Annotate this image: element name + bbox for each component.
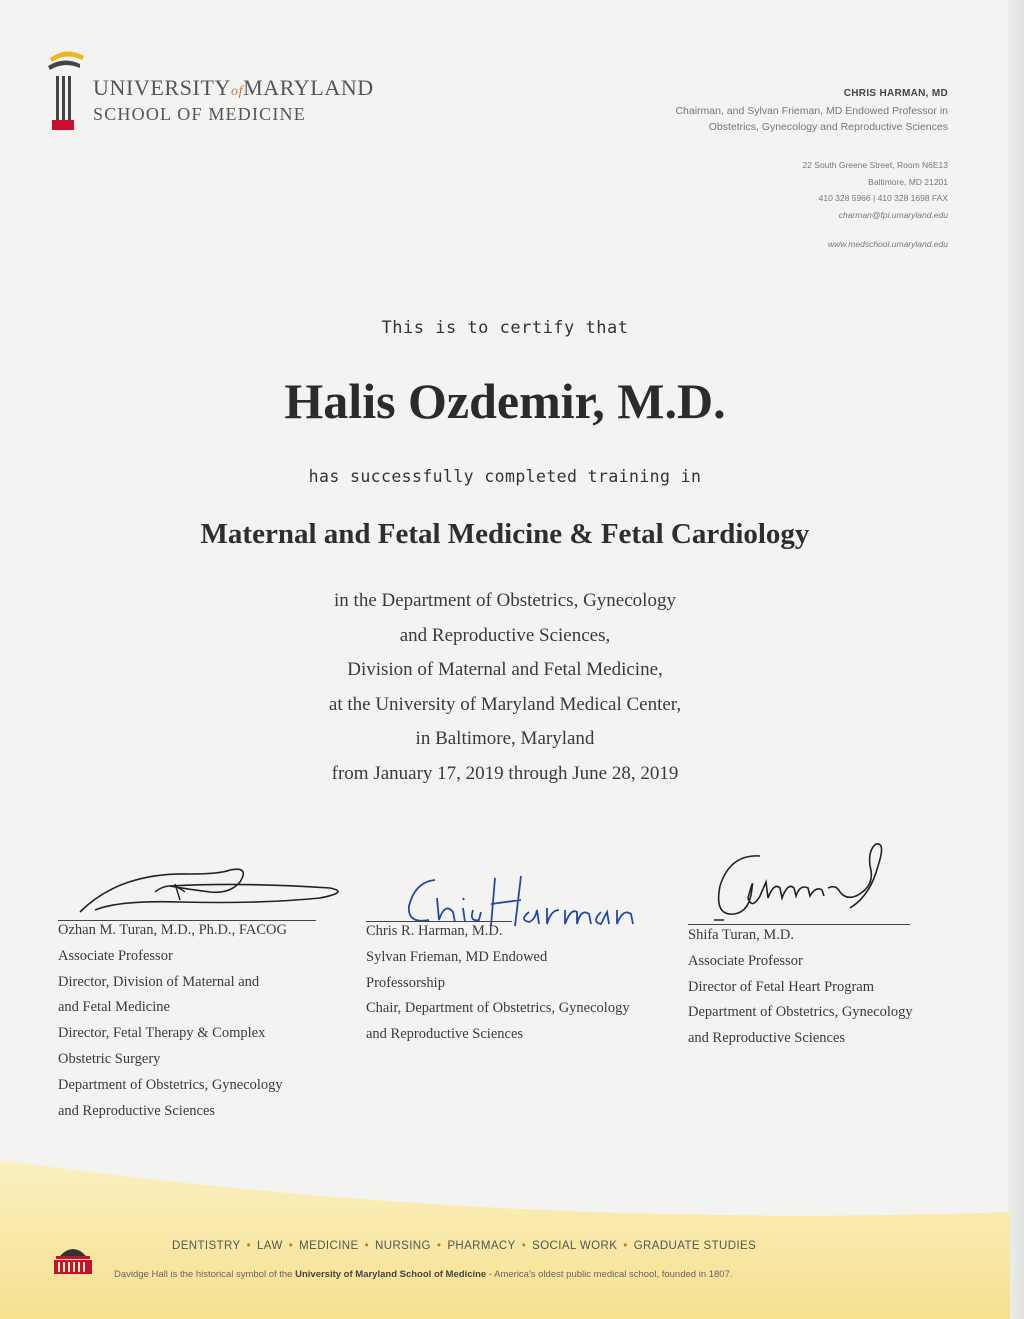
school-medicine: MEDICINE — [299, 1240, 359, 1252]
page-edge — [1008, 0, 1024, 1319]
letterhead-contact — [675, 88, 948, 249]
logo-of: of — [231, 84, 244, 99]
logo-university: UNIVERSITY — [93, 75, 231, 100]
footer-note: Davidge Hall is the historical symbol of the University of Maryland School of Medicine - America's oldest public medical school, founded in 1807. — [114, 1269, 733, 1280]
signatory-title: Associate Professor — [688, 952, 803, 969]
logo-wordmark — [93, 77, 374, 125]
schools-list: DENTISTRY • LAW • MEDICINE • NURSING • PHARMACY • SOCIAL WORK • GRADUATE STUDIES — [172, 1240, 757, 1252]
chair-title-2: Obstetrics, Gynecology and Reproductive Sciences — [708, 121, 948, 133]
signatory-title: Director of Fetal Heart Program — [688, 978, 875, 995]
address-phone: 410 328 5966 | 410 328 1698 FAX — [818, 193, 948, 203]
signatory-name: Chris R. Harman, M.D. — [366, 923, 503, 939]
school-law: LAW — [257, 1240, 283, 1252]
footer — [0, 1160, 1010, 1319]
signatory-name: Shifa Turan, M.D. — [688, 927, 794, 943]
signatory-title: Sylvan Frieman, MD Endowed — [366, 948, 548, 965]
chair-name: CHRIS HARMAN, MD — [843, 88, 948, 99]
training-dates: from January 17, 2019 through June 28, 2019 — [331, 762, 679, 784]
contact-email[interactable]: charman@fpi.umaryland.edu — [838, 209, 948, 220]
signatory-title: Department of Obstetrics, Gynecology — [688, 1004, 913, 1021]
signatory-1 — [58, 918, 287, 1124]
signatory-title: and Reproductive Sciences — [58, 1102, 216, 1119]
school-social-work: SOCIAL WORK — [532, 1240, 618, 1252]
program-title: Maternal and Fetal Medicine & Fetal Cardiology — [200, 518, 810, 550]
signatory-title: Chair, Department of Obstetrics, Gynecology — [366, 1000, 630, 1017]
dept-line: at the University of Maryland Medical Center, — [328, 693, 682, 715]
signatory-title: Department of Obstetrics, Gynecology — [58, 1076, 283, 1093]
signatory-title: and Reproductive Sciences — [366, 1026, 524, 1043]
davidge-hall-icon — [50, 1242, 96, 1278]
signatory-title: and Fetal Medicine — [58, 999, 170, 1016]
signature-turan-ozhan — [60, 852, 350, 927]
website-link[interactable]: www.medschool.umaryland.edu — [827, 239, 948, 249]
completed-text: has successfully completed training in — [308, 467, 702, 486]
logo-maryland: MARYLAND — [243, 75, 374, 100]
signatory-title: Professorship — [366, 974, 445, 991]
dept-line: in the Department of Obstetrics, Gynecology — [334, 590, 676, 611]
address-street: 22 South Greene Street, Room N6E13 — [802, 160, 948, 170]
recipient-name: Halis Ozdemir, M.D. — [284, 373, 726, 429]
signatory-title: and Reproductive Sciences — [688, 1030, 846, 1047]
signatory-name: Ozhan M. Turan, M.D., Ph.D., FACOG — [58, 922, 287, 938]
logo-school-of-medicine: SCHOOL OF MEDICINE — [93, 104, 306, 124]
signature-turan-shifa — [700, 836, 900, 936]
address-city: Baltimore, MD 21201 — [868, 176, 948, 187]
signatory-title: Director, Fetal Therapy & Complex — [58, 1025, 266, 1042]
signatory-2 — [366, 919, 630, 1048]
dept-line: and Reproductive Sciences, — [399, 624, 611, 646]
signatory-title: Associate Professor — [58, 947, 173, 964]
chair-title-1: Chairman, and Sylvan Frieman, MD Endowed Professor in — [675, 105, 948, 117]
signatory-3 — [688, 923, 913, 1052]
school-nursing: NURSING — [375, 1240, 431, 1252]
department-details — [0, 584, 1010, 791]
dept-line: in Baltimore, Maryland — [415, 728, 595, 749]
dept-line: Division of Maternal and Fetal Medicine, — [347, 659, 663, 680]
dome-columns-icon — [46, 44, 88, 134]
signatory-title: Director, Division of Maternal and — [58, 973, 260, 990]
certify-text: This is to certify that — [381, 318, 629, 338]
signatory-title: Obstetric Surgery — [58, 1050, 161, 1067]
university-logo — [46, 44, 386, 134]
school-pharmacy: PHARMACY — [447, 1240, 516, 1252]
school-dentistry: DENTISTRY — [172, 1240, 241, 1252]
school-graduate-studies: GRADUATE STUDIES — [633, 1240, 757, 1252]
